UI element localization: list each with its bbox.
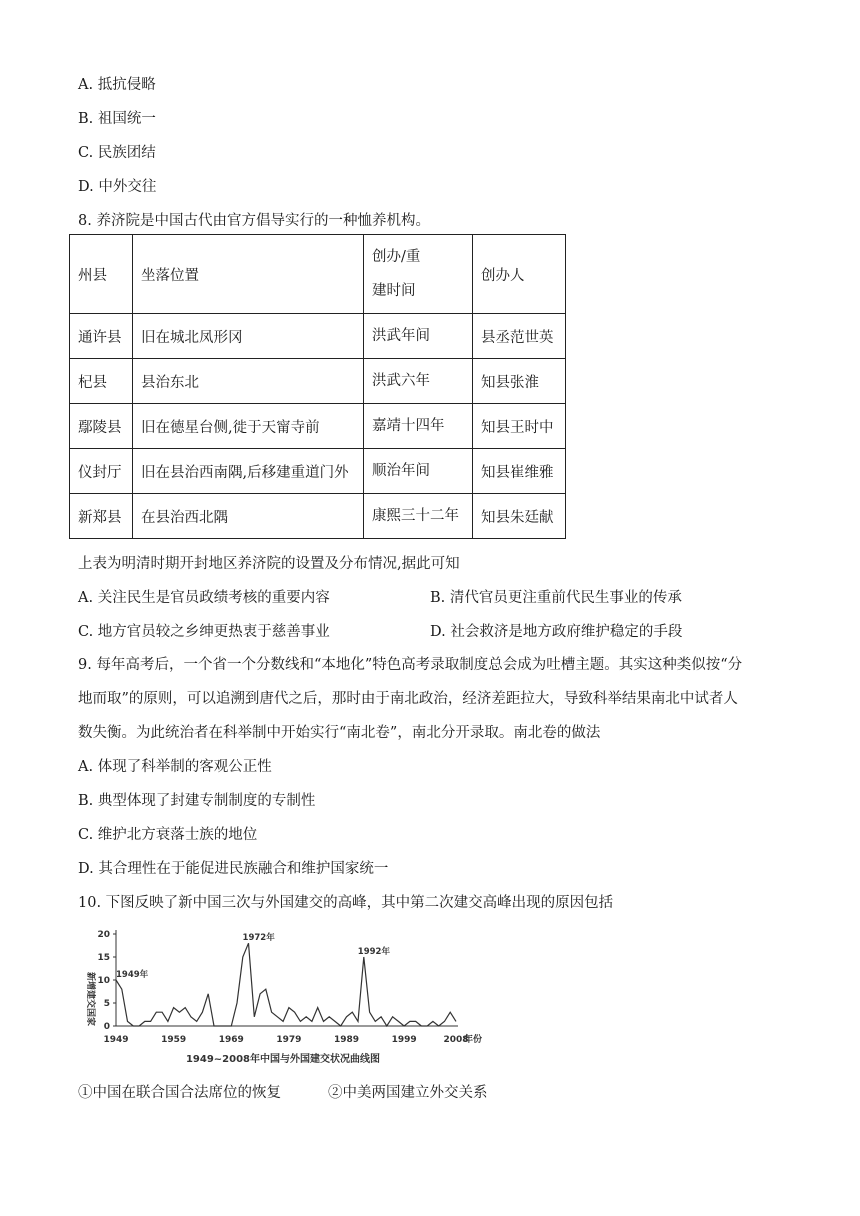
yangjiyuan-table xyxy=(69,234,566,539)
table-cell: 县丞范世英 xyxy=(473,314,566,359)
table-cell: 洪武六年 xyxy=(364,359,473,404)
diplomatic-relations-chart xyxy=(78,922,488,1068)
q7-option-b: B. 祖国统一 xyxy=(78,111,156,127)
table-cell: 洪武年间 xyxy=(364,314,473,359)
x-tick-label: 1959 xyxy=(161,1035,187,1045)
y-tick-label: 5 xyxy=(103,999,110,1009)
y-tick-label: 15 xyxy=(97,953,110,963)
table-cell: 仪封厅 xyxy=(70,449,133,494)
table-cell: 新郑县 xyxy=(70,494,133,539)
table-cell: 旧在城北凤形冈 xyxy=(133,314,364,359)
x-tick-label: 1969 xyxy=(218,1035,244,1045)
y-tick-label: 20 xyxy=(97,930,110,940)
q8-option-b: B. 清代官员更注重前代民生事业的传承 xyxy=(430,590,682,606)
table-cell: 在县治西北隅 xyxy=(133,494,364,539)
table-row xyxy=(70,314,566,359)
peak-annotation: 1972年 xyxy=(242,933,275,944)
y-axis-label: 新增建交国家 xyxy=(85,972,95,1027)
table-cell: 旧在县治西南隅,后移建重道门外 xyxy=(133,449,364,494)
q9-option-c: C. 维护北方衰落士族的地位 xyxy=(78,827,258,843)
y-tick-label: 10 xyxy=(97,976,110,986)
q10-item-1: ①中国在联合国合法席位的恢复 xyxy=(78,1085,281,1101)
header-cell xyxy=(364,235,473,314)
header-cell: 坐落位置 xyxy=(133,235,364,314)
q7-option-c: C. 民族团结 xyxy=(78,145,156,161)
header-cell-line: 建时间 xyxy=(372,283,416,299)
q9-option-d: D. 其合理性在于能促进民族融合和维护国家统一 xyxy=(78,861,389,877)
series-line xyxy=(116,943,456,1026)
x-axis-label: 年份 xyxy=(464,1035,483,1045)
table-cell: 康熙三十二年 xyxy=(364,494,473,539)
chart-title: 1949~2008年中国与外国建交状况曲线图 xyxy=(185,1054,381,1065)
table-cell: 鄢陵县 xyxy=(70,404,133,449)
q9-stem-line: 9. 每年高考后，一个省一个分数线和“本地化”特色高考录取制度总会成为吐槽主题。其实这种类似按“分 xyxy=(78,657,743,673)
q8-option-d: D. 社会救济是地方政府维护稳定的手段 xyxy=(430,624,683,640)
q10-item-2: ②中美两国建立外交关系 xyxy=(328,1085,488,1101)
table-cell: 顺治年间 xyxy=(364,449,473,494)
x-tick-label: 1989 xyxy=(333,1035,360,1045)
q7-option-d: D. 中外交往 xyxy=(78,179,157,195)
y-tick-label: 0 xyxy=(103,1022,110,1032)
x-tick-label: 1999 xyxy=(391,1035,417,1045)
q8-option-a: A. 关注民生是官员政绩考核的重要内容 xyxy=(78,590,330,606)
x-tick-label: 1979 xyxy=(276,1035,302,1045)
table-row xyxy=(70,359,566,404)
header-cell: 州县 xyxy=(70,235,133,314)
x-tick-label: 2008 xyxy=(443,1035,469,1045)
table-cell: 知县朱廷献 xyxy=(473,494,566,539)
table-row xyxy=(70,494,566,539)
q9-option-b: B. 典型体现了封建专制制度的专制性 xyxy=(78,793,316,809)
q9-stem-line: 地而取”的原则，可以追溯到唐代之后，那时由于南北政治，经济差距拉大，导致科举结果南北中试者人 xyxy=(78,691,738,707)
q8-question: 上表为明清时期开封地区养济院的设置及分布情况,据此可知 xyxy=(78,556,460,572)
table-row xyxy=(70,449,566,494)
q9-stem-line: 数失衡。为此统治者在科举制中开始实行“南北卷”，南北分开录取。南北卷的做法 xyxy=(78,725,601,741)
x-tick-label: 1949 xyxy=(103,1035,129,1045)
q10-stem: 10. 下图反映了新中国三次与外国建交的高峰，其中第二次建交高峰出现的原因包括 xyxy=(78,895,614,911)
header-cell: 创办人 xyxy=(473,235,566,314)
q8-option-c: C. 地方官员较之乡绅更热衷于慈善事业 xyxy=(78,624,330,640)
table-cell: 知县张淮 xyxy=(473,359,566,404)
table-cell: 知县王时中 xyxy=(473,404,566,449)
table-cell: 知县崔维雅 xyxy=(473,449,566,494)
table-cell: 旧在德星台侧,徙于天甯寺前 xyxy=(133,404,364,449)
q8-stem: 8. 养济院是中国古代由官方倡导实行的一种恤养机构。 xyxy=(78,213,430,229)
table-cell: 杞县 xyxy=(70,359,133,404)
table-cell: 嘉靖十四年 xyxy=(364,404,473,449)
table-cell: 县治东北 xyxy=(133,359,364,404)
table-header-row xyxy=(70,235,566,314)
table-row xyxy=(70,404,566,449)
header-cell-line: 创办/重 xyxy=(372,249,421,265)
peak-annotation: 1992年 xyxy=(357,947,390,957)
q9-option-a: A. 体现了科举制的客观公正性 xyxy=(78,759,272,775)
peak-annotation: 1949年 xyxy=(116,970,149,980)
q7-option-a: A. 抵抗侵略 xyxy=(78,77,156,93)
table-cell: 通许县 xyxy=(70,314,133,359)
